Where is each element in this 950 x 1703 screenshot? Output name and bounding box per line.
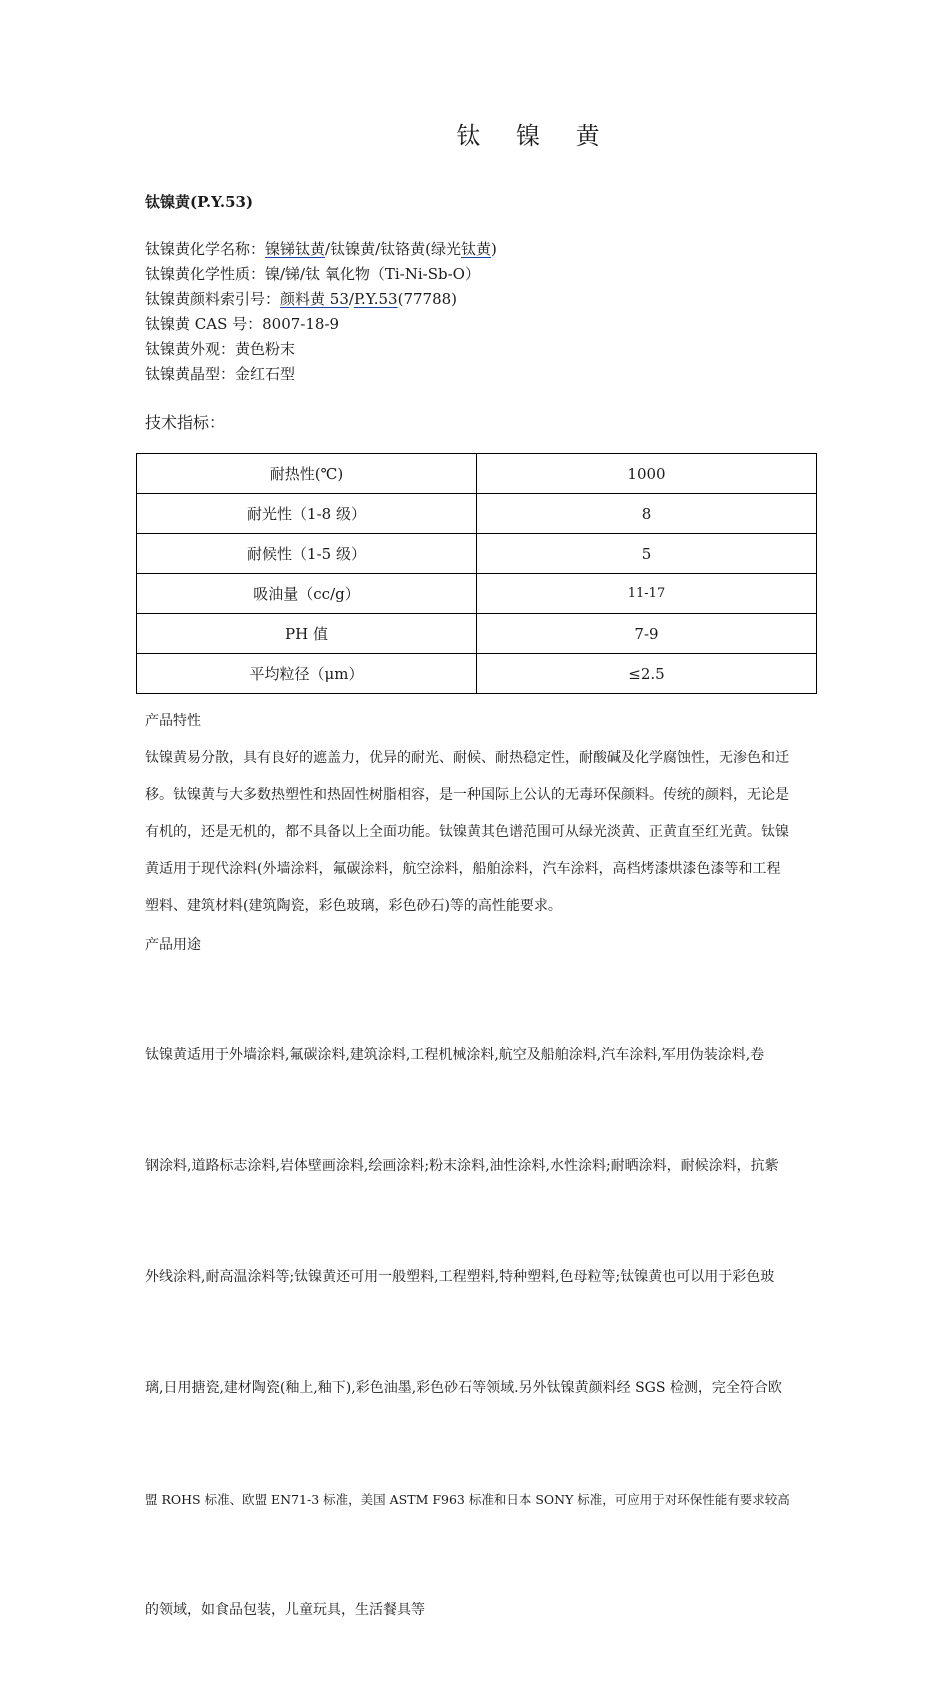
table-row (137, 614, 817, 654)
table-cell-label: 耐候性（1-5 级） (137, 534, 477, 574)
chem-name-line (145, 238, 497, 259)
index-sep: / (348, 290, 354, 308)
index-link-2[interactable]: P.Y.53 (353, 290, 398, 308)
table-cell-value: 1000 (477, 454, 817, 494)
uses-heading: 产品用途 (145, 937, 201, 953)
paragraph-line: 盟 ROHS 标准、欧盟 EN71-3 标准，美国 ASTM F963 标准和日本 SONY 标准，可应用于对环保性能有要求较高 (145, 1492, 790, 1507)
paragraph-line: 钛镍黄易分散，具有良好的遮盖力，优异的耐光、耐候、耐热稳定性，耐酸碱及化学腐蚀性，无渗色和迁 (145, 750, 789, 766)
subtitle: 钛镍黄(P.Y.53) (145, 193, 254, 211)
table-cell-value: ≤2.5 (477, 654, 817, 694)
table-row (137, 454, 817, 494)
table-row (137, 494, 817, 534)
paragraph-line: 有机的，还是无机的，都不具备以上全面功能。钛镍黄其色谱范围可从绿光淡黄、正黄直至红光黄。钛镍 (145, 824, 789, 840)
table-cell-value: 8 (477, 494, 817, 534)
table-cell-label: 吸油量（cc/g） (137, 574, 477, 614)
paragraph-line: 塑料、建筑材料(建筑陶瓷，彩色玻璃，彩色砂石)等的高性能要求。 (145, 898, 562, 914)
page-title: 钛 镍 黄 (456, 122, 614, 150)
features-heading: 产品特性 (145, 713, 201, 729)
table-cell-value: 7-9 (477, 614, 817, 654)
table-row (137, 534, 817, 574)
paragraph-line: 黄适用于现代涂料(外墙涂料，氟碳涂料，航空涂料，船舶涂料，汽车涂料，高档烤漆烘漆色漆等和工程 (145, 861, 781, 877)
paragraph-line: 外线涂料,耐高温涂料等;钛镍黄还可用一般塑料,工程塑料,特种塑料,色母粒等;钛镍黄也可以用于彩色玻 (145, 1269, 775, 1285)
spec-table (136, 453, 817, 694)
paragraph-line: 移。钛镍黄与大多数热塑性和热固性树脂相容，是一种国际上公认的无毒环保颜料。传统的颜料，无论是 (145, 787, 789, 803)
table-cell-label: 耐光性（1-8 级） (137, 494, 477, 534)
index-suffix: (77788) (397, 290, 458, 308)
chem-name-suffix: ) (491, 240, 497, 258)
index-link-1[interactable]: 颜料黄 53 (280, 290, 349, 308)
cas-line: 钛镍黄 CAS 号：8007-18-9 (145, 315, 340, 333)
paragraph-line: 璃,日用搪瓷,建材陶瓷(釉上,釉下),彩色油墨,彩色砂石等领域.另外钛镍黄颜料经 SGS 检测，完全符合欧 (145, 1380, 782, 1396)
paragraph-line: 的领域，如食品包装，儿童玩具，生活餐具等 (145, 1602, 425, 1618)
tech-heading: 技术指标： (145, 413, 226, 432)
paragraph-line: 钛镍黄适用于外墙涂料,氟碳涂料,建筑涂料,工程机械涂料,航空及船舶涂料,汽车涂料,军用伪装涂料,卷 (145, 1047, 765, 1063)
table-cell-label: 耐热性(℃) (137, 454, 477, 494)
table-cell-value: 5 (477, 534, 817, 574)
chem-name-link-2[interactable]: 钛黄 (461, 240, 492, 258)
features-paragraph (145, 740, 807, 925)
chem-name-link-1[interactable]: 镍锑钛黄 (265, 240, 326, 258)
table-row (137, 654, 817, 694)
index-line (145, 288, 457, 309)
crystal-line: 钛镍黄晶型：金红石型 (145, 365, 296, 383)
table-cell-value: 11-17 (477, 574, 817, 614)
appearance-line: 钛镍黄外观：黄色粉末 (145, 340, 296, 358)
chem-name-prefix: 钛镍黄化学名称： (145, 240, 266, 258)
table-cell-label: PH 值 (137, 614, 477, 654)
table-row (137, 574, 817, 614)
uses-paragraph (145, 963, 807, 1703)
chem-name-mid: /钛镍黄/钛铬黄(绿光 (325, 240, 461, 258)
chem-property-line: 钛镍黄化学性质：镍/锑/钛 氧化物（Ti-Ni-Sb-O） (145, 265, 480, 283)
index-prefix: 钛镍黄颜料索引号： (145, 290, 281, 308)
table-cell-label: 平均粒径（μm） (137, 654, 477, 694)
paragraph-line: 钢涂料,道路标志涂料,岩体壁画涂料,绘画涂料;粉末涂料,油性涂料,水性涂料;耐晒涂料，耐候涂料，抗紫 (145, 1158, 779, 1174)
